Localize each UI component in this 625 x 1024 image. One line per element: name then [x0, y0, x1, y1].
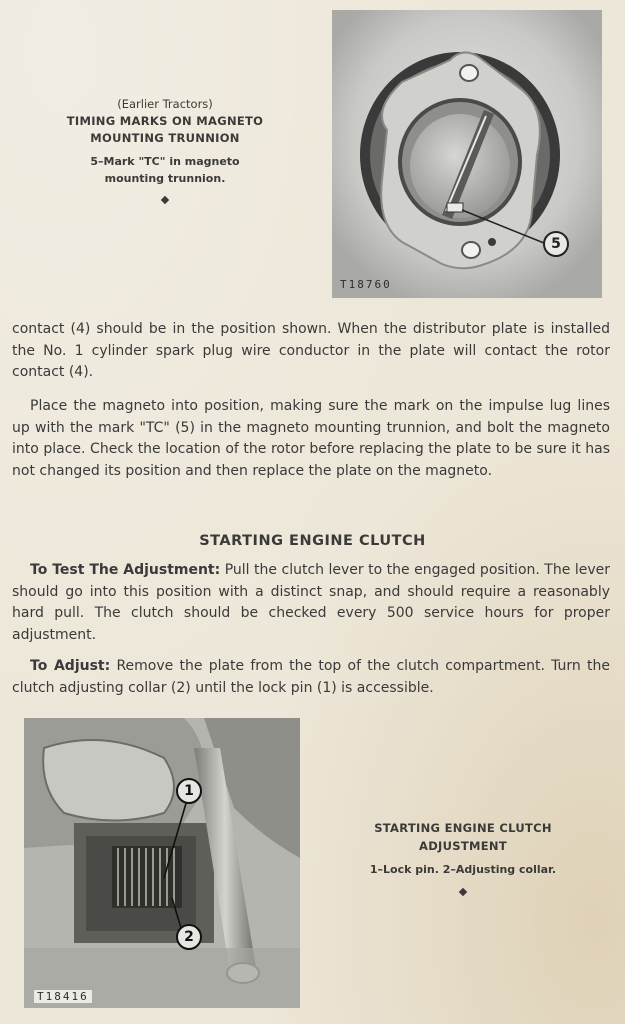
figure2-caption	[330, 819, 596, 900]
clutch-adjustment-photo	[24, 718, 300, 1008]
figure1-caption-title-2: MOUNTING TRUNNION	[90, 131, 240, 145]
diamond-ornament-2	[459, 888, 467, 896]
clutch-illustration	[24, 718, 300, 1008]
figure2-caption-note: 1–Lock pin. 2–Adjusting collar.	[369, 863, 557, 876]
adjust-text: Remove the plate from the top of the clutch compartment. Turn the clutch adjusting collar (2) until the lock pin (1) is accessible.	[12, 658, 611, 696]
figure2-serial: T18416	[34, 990, 92, 1003]
section-heading: STARTING ENGINE CLUTCH	[199, 533, 426, 549]
figure1-serial: T18760	[340, 278, 392, 291]
figure2-caption-title-2: ADJUSTMENT	[419, 839, 507, 853]
figure1-caption-subtitle: (Earlier Tractors)	[117, 97, 213, 111]
test-text: Pull the clutch lever to the engaged position. The lever should go into this position with a distinct snap, and should require a reasonably hard pull. The clutch should be checked every 500 service hours for proper adjustment.	[12, 562, 610, 643]
test-label: To Test The Adjustment:	[30, 562, 221, 578]
magneto-trunnion-photo	[332, 10, 602, 298]
callout-5: 5	[543, 231, 569, 257]
figure1-caption-title: TIMING MARKS ON MAGNETO	[66, 114, 264, 128]
paragraph-to-adjust	[12, 656, 610, 699]
paragraph-test-adjustment	[12, 560, 610, 646]
figure1-caption-note-2: mounting trunnion.	[104, 172, 226, 185]
paragraph-magneto-placement: Place the magneto into position, making sure the mark on the impulse lug lines up with the mark "TC" (5) in the magneto mounting trunnion, and bolt the magneto into place. Check the location of the rotor before replacing the plate to be sure it has not changed its position and then replace the plate on the magneto.	[12, 398, 610, 479]
figure1-caption-note: 5–Mark "TC" in magneto	[90, 155, 240, 168]
adjust-label: To Adjust:	[30, 658, 111, 674]
diamond-ornament	[161, 196, 169, 204]
callout-1: 1	[176, 778, 202, 804]
paragraph-rotor-contact: contact (4) should be in the position shown. When the distributor plate is installed the No. 1 cylinder spark plug wire conductor in the plate will contact the rotor contact (4).	[12, 321, 610, 380]
callout-2: 2	[176, 924, 202, 950]
figure1-caption	[30, 96, 300, 208]
figure2-caption-title: STARTING ENGINE CLUTCH	[374, 821, 552, 835]
